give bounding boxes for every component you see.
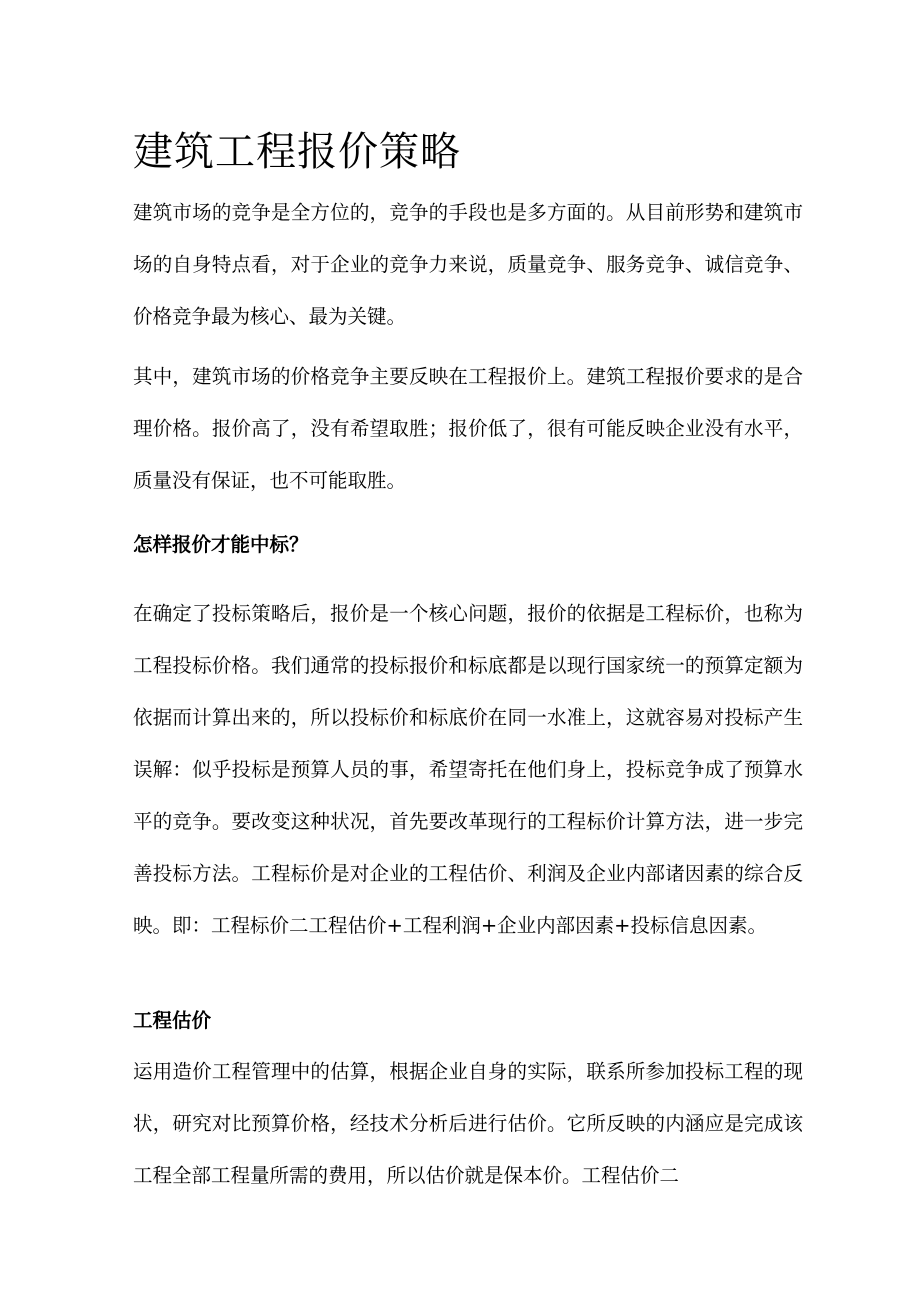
- document-title: 建筑工程报价策略: [133, 129, 461, 175]
- paragraph-bid-pricing: 在确定了投标策略后，报价是一个核心问题，报价的依据是工程标价，也称为工程投标价格。我们通常的投标报价和标底都是以现行国家统一的预算定额为依据而计算出来的，所以投标价和标底价在同一水准上，这就容易对投标产生误解：似乎投标是预算人员的事，希望寄托在他们身上，投标竞争成了预算水平的竞争。要改变这种状况，首先要改革现行的工程标价计算方法，进一步完善投标方法。工程标价是对企业的工程估价、利润及企业内部诸因素的综合反映。即：工程标价二工程估价+工程利润+企业内部因素+投标信息因素。: [133, 602, 803, 937]
- paragraph-market-competition: 建筑市场的竞争是全方位的，竞争的手段也是多方面的。从目前形势和建筑市场的自身特点看，对于企业的竞争力来说，质量竞争、服务竞争、诚信竞争、价格竞争最为核心、最为关键。: [133, 201, 803, 328]
- paragraph-price-competition: 其中，建筑市场的价格竞争主要反映在工程报价上。建筑工程报价要求的是合理价格。报价高了，没有希望取胜；报价低了，很有可能反映企业没有水平，质量没有保证，也不可能取胜。: [133, 365, 803, 492]
- paragraph-project-estimate: 运用造价工程管理中的估算，根据企业自身的实际，联系所参加投标工程的现状，研究对比预算价格，经技术分析后进行估价。它所反映的内涵应是完成该工程全部工程量所需的费用，所以估价就是保本价。工程估价二: [133, 1060, 803, 1187]
- section-heading-how-to-win-bid: 怎样报价才能中标？: [133, 533, 309, 556]
- section-heading-project-estimate: 工程估价: [133, 1009, 212, 1032]
